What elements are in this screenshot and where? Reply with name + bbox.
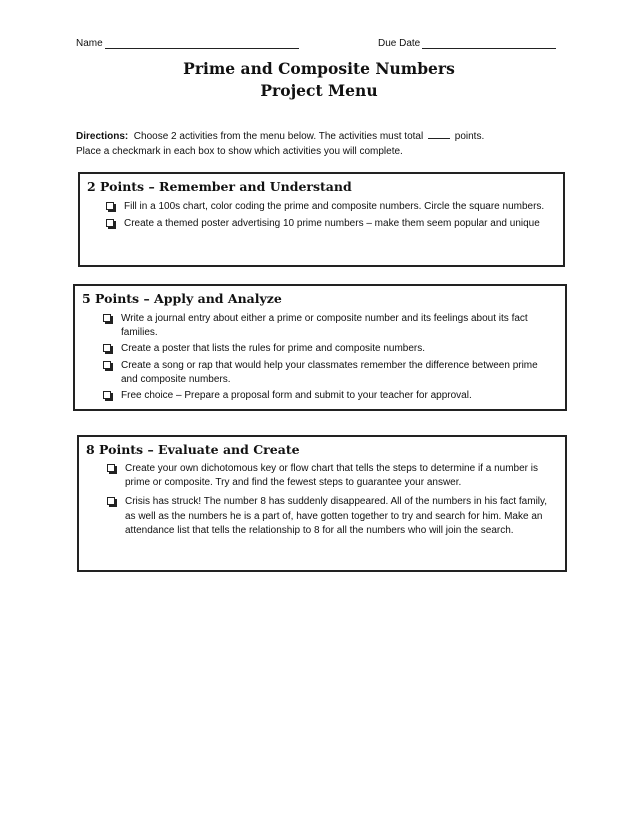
directions-line-2: Place a checkmark in each box to show which activities you will complete. — [76, 146, 403, 157]
activity-list — [103, 312, 549, 405]
activity-text: Fill in a 100s chart, color coding the prime and composite numbers. Circle the square numbers. — [124, 201, 545, 212]
due-date-blank[interactable] — [422, 38, 556, 49]
section-title: 8 Points – Evaluate and Create — [86, 442, 300, 457]
activity-text: Create a song or rap that would help your classmates remember the difference between prime and composite numbers. — [121, 359, 538, 385]
activity-text: Create your own dichotomous key or flow chart that tells the steps to determine if a number is prime or composite. Try and find the fewest steps to guarantee your answer. — [125, 463, 538, 489]
activity-text: Free choice – Prepare a proposal form and submit to your teacher for approval. — [121, 390, 472, 402]
directions — [76, 129, 572, 159]
title-line-1: Prime and Composite Numbers — [183, 59, 455, 78]
checkbox[interactable] — [107, 464, 115, 472]
section-2-points — [78, 172, 565, 267]
directions-line-1 — [76, 129, 572, 144]
checkbox[interactable] — [103, 391, 111, 399]
activity-list — [107, 462, 555, 543]
list-item — [103, 312, 549, 340]
list-item — [107, 462, 555, 490]
activity-list — [106, 200, 545, 234]
checkbox[interactable] — [103, 314, 111, 322]
checkbox[interactable] — [106, 202, 114, 210]
list-item — [103, 342, 549, 356]
checkbox[interactable] — [107, 497, 115, 505]
page-title — [0, 58, 638, 102]
activity-text: Crisis has struck! The number 8 has suddenly disappeared. All of the numbers in his fact family, as well as the numbers he is a part of, have gotten together to try and search for him. Make an attendance list that tells the relationship to 8 for all the numbers who will join the search. — [125, 496, 548, 536]
activity-text: Write a journal entry about either a prime or composite number and its feelings about its fact families. — [121, 313, 528, 339]
directions-points-word: points. — [454, 131, 485, 142]
section-8-points — [77, 435, 567, 572]
activity-text: Create a poster that lists the rules for prime and composite numbers. — [121, 343, 426, 355]
due-date-label: Due Date — [378, 38, 421, 49]
section-title: 5 Points – Apply and Analyze — [82, 291, 282, 306]
activity-text: Create a themed poster advertising 10 prime numbers – make them seem popular and unique — [124, 218, 540, 230]
section-5-points — [73, 284, 567, 411]
directions-label: Directions: — [76, 131, 129, 142]
points-blank[interactable] — [428, 129, 450, 139]
section-title: 2 Points – Remember and Understand — [87, 179, 352, 194]
name-blank[interactable] — [105, 38, 299, 49]
name-label: Name — [76, 38, 103, 49]
name-field — [76, 38, 299, 49]
list-item — [103, 359, 549, 387]
list-item — [106, 217, 545, 231]
header-line — [76, 38, 566, 54]
list-item — [103, 389, 549, 403]
title-line-2: Project Menu — [260, 81, 378, 100]
list-item — [106, 200, 545, 214]
checkbox[interactable] — [103, 344, 111, 352]
list-item — [107, 495, 555, 538]
checkbox[interactable] — [106, 219, 114, 227]
checkbox[interactable] — [103, 361, 111, 369]
due-date-field — [378, 38, 556, 49]
directions-text: Choose 2 activities from the menu below. The activities must total — [133, 131, 424, 142]
